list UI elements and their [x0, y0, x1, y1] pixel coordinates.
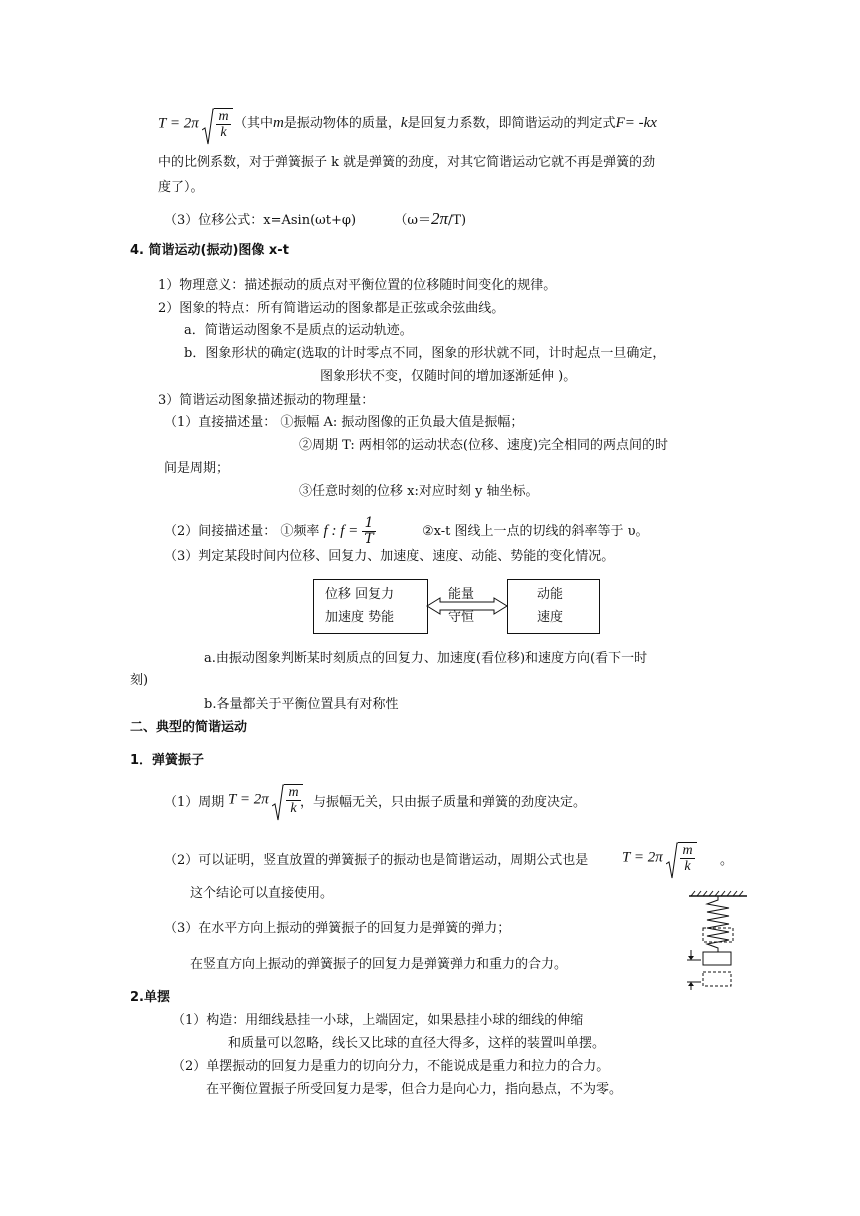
intro-line-3: 度了）。 — [158, 180, 204, 195]
vertical-spring-figure — [683, 890, 753, 990]
spring-s2-note: 这个结论可以直接使用。 — [190, 886, 334, 901]
indirect-line: （2）间接描述量： ①频率 f : f = $\frac{1}{T}$ ②x-t 图线上一点的切线的斜率等于 υ。 — [164, 515, 649, 547]
frac-num: m — [218, 109, 229, 124]
spring-s2-tail: 。 — [720, 853, 734, 868]
direct-4: ③任意时刻的位移 x:对应时刻 y 轴坐标。 — [299, 484, 539, 499]
s4-p1: 1）物理意义：描述振动的质点对平衡位置的位移随时间变化的规律。 — [158, 278, 557, 293]
judge-line: （3）判定某段时间内位移、回复力、加速度、速度、动能、势能的变化情况。 — [164, 549, 615, 564]
box-right-line-1: 动能 — [537, 587, 564, 602]
box-right-line-2: 速度 — [537, 610, 564, 625]
s4-p3: 3）简谐运动图象描述振动的物理量： — [158, 393, 375, 408]
spring-s1-tail: ，与振幅无关，只由振子质量和弹簧的劲度决定。 — [300, 795, 587, 810]
note-a-1: a.由振动图象判断某时刻质点的回复力、加速度(看位移)和速度方向(看下一时 — [204, 651, 648, 666]
sqrt — [202, 108, 232, 140]
intro-line-2: 中的比例系数，对于弹簧振子 k 就是弹簧的劲度，对其它简谐运动它就不再是弹簧的劲 — [158, 155, 656, 170]
spring-period-formula-1: T = 2π $\frac{m}{k}$ — [228, 784, 303, 816]
pendulum-p1-a: （1）构造：用细线悬挂一小球，上端固定，如果悬挂小球的细线的伸缩 — [172, 1013, 584, 1028]
pendulum-p2-b: 在平衡位置振子所受回复力是零，但合力是向心力，指向悬点，不为零。 — [206, 1082, 623, 1097]
displacement-formula: （3）位移公式：x=Asin(ωt+φ) （ω＝2π/T) — [164, 209, 467, 228]
spring-s2: （2）可以证明，竖直放置的弹簧振子的振动也是简谐运动，周期公式也是 — [164, 853, 589, 868]
box-left-line-1: 位移 回复力 — [325, 587, 395, 602]
spring-period-formula-2: T = 2π $\frac{m}{k}$ — [622, 842, 697, 874]
direct-1: （1）直接描述量： ①振幅 A: 振动图像的正负最大值是振幅； — [164, 415, 524, 430]
intro-line-1: （其中m是振动物体的质量，k是回复力系数，即简谐运动的判定式F= -kx — [234, 115, 657, 131]
direct-3: 间是周期； — [164, 461, 230, 476]
spring-s3-b: 在竖直方向上振动的弹簧振子的回复力是弹簧弹力和重力的合力。 — [190, 957, 568, 972]
arrow-label-top: 能量 — [448, 587, 475, 602]
arrow-label-bottom: 守恒 — [448, 610, 475, 625]
pendulum-heading: 2.单摆 — [130, 990, 170, 1005]
direct-2: ②周期 T: 两相邻的运动状态(位移、速度)完全相同的两点间的时 — [299, 438, 668, 453]
section-4-heading: 4. 简谐运动(振动)图像 x-t — [130, 243, 289, 258]
part-2-heading: 二、典型的简谐运动 — [130, 720, 248, 735]
spring-s1: （1）周期 — [164, 795, 225, 810]
note-a-2: 刻) — [130, 673, 149, 688]
period-formula — [158, 108, 233, 140]
s4-p2a: a．简谐运动图象不是质点的运动轨迹。 — [184, 323, 413, 338]
pendulum-p1-b: 和质量可以忽略，线长又比球的直径大得多，这样的装置叫单摆。 — [228, 1036, 606, 1051]
note-b: b.各量都关于平衡位置具有对称性 — [204, 697, 399, 712]
s4-p2b-2: 图象形状不变，仅随时间的增加逐渐延伸 )。 — [320, 369, 577, 384]
box-left-line-2: 加速度 势能 — [325, 610, 395, 625]
spring-heading: 1．弹簧振子 — [130, 753, 205, 768]
pendulum-p2-a: （2）单摆振动的回复力是重力的切向分力，不能说成是重力和拉力的合力。 — [172, 1059, 610, 1074]
s4-p2: 2）图象的特点：所有简谐运动的图象都是正弦或余弦曲线。 — [158, 301, 505, 316]
formula-lhs: T = 2π — [158, 115, 199, 132]
s4-p2b-1: b．图象形状的确定(选取的计时零点不同，图象的形状就不同，计时起点一旦确定， — [184, 346, 666, 361]
frac-den: k — [220, 125, 227, 140]
spring-s3-a: （3）在水平方向上振动的弹簧振子的回复力是弹簧的弹力； — [164, 921, 511, 936]
